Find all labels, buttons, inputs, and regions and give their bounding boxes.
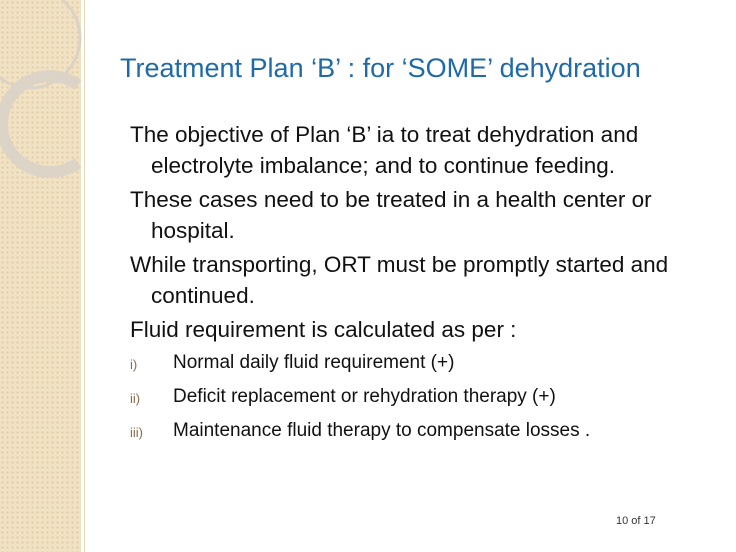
- sub-item-text: Maintenance fluid therapy to compensate losses .: [173, 419, 591, 441]
- paragraph-fluid-requirement: Fluid requirement is calculated as per :: [130, 317, 517, 342]
- paragraph-transport: While transporting, ORT must be promptly started and continued.: [130, 252, 669, 308]
- sub-item-number: i): [130, 356, 138, 372]
- sub-item-text: Normal daily fluid requirement (+): [173, 351, 455, 373]
- paragraph-objective: The objective of Plan ‘B’ ia to treat dehydration and electrolyte imbalance; and to continue feeding.: [130, 122, 639, 178]
- page-number: 10 of 17: [616, 515, 656, 527]
- slide-body: [130, 120, 720, 452]
- sub-item-number: ii): [130, 390, 141, 406]
- sub-item: [130, 384, 720, 418]
- middle-ring-arc: [2, 76, 78, 172]
- sub-item-text: Deficit replacement or rehydration therapy (+): [173, 385, 556, 407]
- slide-title: Treatment Plan ‘B’ : for ‘SOME’ dehydration: [120, 53, 641, 83]
- sub-item-number: iii): [130, 424, 143, 440]
- paragraph-treatment-location: These cases need to be treated in a health center or hospital.: [130, 187, 652, 243]
- sub-item: [130, 350, 720, 384]
- decorative-rings: [0, 0, 120, 552]
- sub-item: [130, 418, 720, 452]
